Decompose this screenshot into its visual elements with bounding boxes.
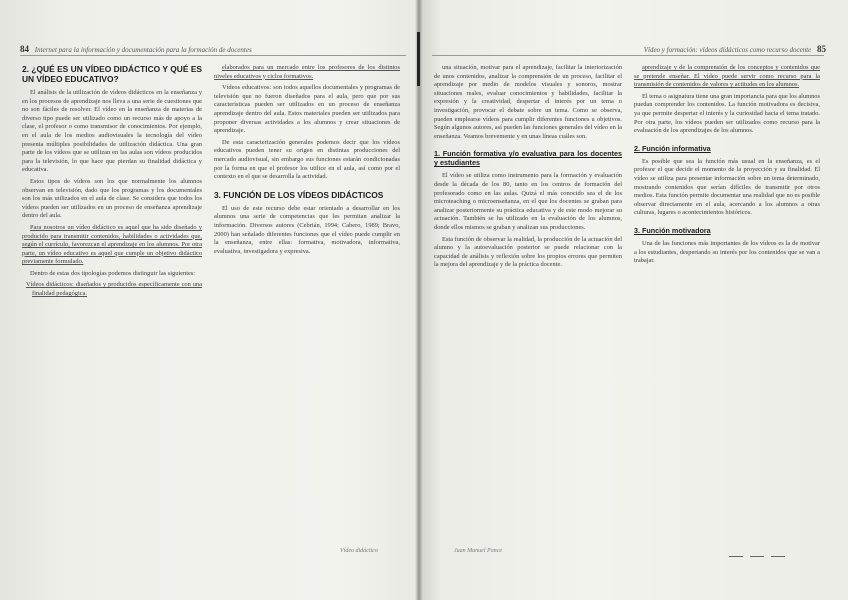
paragraph: El tema o asignatura tiene una gran importancia para que los alumnos puedan comprender los contenidos. La función motivadora es decisiva, ya que permite despertar el interés y la curiosidad hacia el tema tratado. Por otra parte, los vídeos pueden ser utilizados como recurso para la evaluación de los aprendizajes de los alumnos. (634, 92, 820, 135)
section-2-heading: 2. ¿QUÉ ES UN VÍDEO DIDÁCTICO Y QUÉ ES UN VÍDEO EDUCATIVO? (22, 64, 202, 84)
left-page (0, 0, 416, 600)
scan-mark (750, 556, 764, 557)
section-3-heading: 3. FUNCIÓN DE LOS VÍDEOS DIDÁCTICOS (214, 189, 384, 200)
left-page-number: 84 (20, 44, 29, 54)
paragraph: Esta función de observar la realidad, la producción de la actuación del alumno y la autoevaluación posterior se puede relacionar con la capacidad de análisis y reflexión sobre los propios errores que permiten la mejora del aprendizaje y de la práctica docente. (434, 235, 622, 269)
right-running-head (644, 44, 826, 54)
right-page-number: 85 (817, 44, 826, 54)
paragraph: Dentro de estas dos tipologías podemos distinguir las siguientes: (30, 269, 196, 277)
scan-mark (729, 556, 743, 557)
paragraph: Para nosotros un vídeo didáctico es aquel que ha sido diseñado y producido para transmitir contenidos, habilidades o actividades que, según el currículo, favorezcan el aprendizaje en los alumnos. Por otra parte, un vídeo educativo es aquel que cumple un objetivo didáctico previamente formulado. (22, 223, 202, 266)
paragraph: Una de las funciones más importantes de los vídeos es la de motivar a los estudiantes, despertando su interés por los contenidos que se van a trabajar. (634, 239, 820, 265)
right-column-2 (634, 64, 820, 534)
function-3-heading-text: 3. Función motivadora (634, 225, 711, 235)
paragraph: una situación, motivar para el aprendizaje, facilitar la interiorización de unos contenidos, analizar la comprensión de un proceso, facilitar el aprendizaje por medio de modelos visuales y sonoros, mostrar situaciones reales, evaluar conocimientos y habilidades, facilitar la expresión y la creatividad, despertar el interés por un tema o investigación, provocar el debate sobre un tema. Como se observa, pueden emplearse vídeos para cumplir diferentes funciones u objetivos. Según algunos autores, así pueden las funciones generales del vídeo en la enseñanza. Veamos brevemente y en unas líneas cuáles son. (434, 64, 622, 140)
right-page (424, 0, 848, 600)
left-column-2 (214, 64, 400, 544)
paragraph: De esta caracterización generales podemos decir que los vídeos educativos pueden tener su origen en distintas producciones del mercado audiovisual, sin embargo sus funciones estarán condicionadas por la forma en que el profesor los utilice en el aula, así como por el contexto en el que se desarrolla la actividad. (214, 138, 400, 181)
function-1-heading (434, 149, 622, 167)
function-3-heading (634, 226, 820, 235)
right-column-1 (434, 64, 622, 544)
right-footer: Juan Manuel Ponce (454, 548, 502, 554)
right-head-rule (432, 55, 824, 56)
scan-mark (771, 556, 785, 557)
bullet-item: Vídeos didácticos: diseñados y producidos específicamente con una finalidad pedagógica. (26, 281, 202, 298)
book-gutter (415, 0, 423, 600)
paragraph: El análisis de la utilización de vídeos didácticos en la enseñanza y en los procesos de aprendizaje nos lleva a una serie de cuestiones que no son fáciles de resolver. El vídeo en la enseñanza de materias de diverso tipo puede ser utilizado como un recurso más de apoyo a la clase, el profesor o como transmisor de conocimientos. Por ejemplo, en el aula de los medios audiovisuales la tecnología del vídeo presenta múltiples posibilidades de utilización didáctica. Una gran parte de los vídeos que se utilizan en las aulas son vídeos producidos para la televisión, lo que hace que pierdan su finalidad didáctica y educativa. (22, 89, 202, 174)
function-2-heading-text: 2. Función informativa (634, 143, 711, 153)
paragraph: elaborados para un mercado entre los profesores de los distintos niveles educativos y ciclos formativos. (214, 64, 400, 80)
paragraph: El uso de este recurso debe estar orientado a desarrollar en los alumnos una serie de competencias que les permitan analizar la información. Diversos autores (Cebrián, 1994; Cabero, 1989; Bravo, 2000) han señalado diferentes funciones que el vídeo puede cumplir en la enseñanza, entre ellas: formativa, motivadora, informativa, evaluativa, investigadora y expresiva. (214, 204, 400, 255)
gutter-mark (417, 32, 420, 86)
paragraph: Es posible que sea la función más usual en la enseñanza, es el profesor el que decide el momento de la proyección y su finalidad. El vídeo se utiliza para presentar información sobre un tema determinado, mostrando contenidos que serían difíciles de transmitir por otros medios. Esta función permite documentar una realidad que no es posible observar directamente en el aula, acercando a los alumnos a otras culturas, lugares o acontecimientos históricos. (634, 157, 820, 217)
paragraph: El vídeo se utiliza como instrumento para la formación y evaluación desde la década de los 80, tanto en los centros de formación del profesorado como en las aulas. Quizá el más conocido sea el de los microteaching o microenseñanza, en el que los docentes se graban para analizar posteriormente su práctica educativa y de este modo mejorar su actuación. También se ha utilizado en la evaluación de los alumnos, donde ellos mismos se graban y analizan sus producciones. (434, 172, 622, 231)
paragraph: Vídeos educativos: son todos aquellos documentales y programas de televisión que no fueron diseñados para el aula, pero que por sus características pueden ser utilizados en un proceso de enseñanza aprendizaje dentro del aula. Estos materiales pueden ser utilizados para proponer diversas actividades a los alumnos y crear situaciones de aprendizaje. (214, 84, 400, 135)
right-running-head-text: Vídeo y formación: vídeos didácticos como recurso docente (643, 46, 812, 54)
function-1-heading-text: 1. Función formativa y/o evaluativa para los docentes y estudiantes (434, 149, 622, 168)
paragraph: Estos tipos de vídeos son los que normalmente los alumnos observan en televisión, dado que los programas y los documentales son los más utilizados en el aula de clase. Se considera que todos los vídeos pueden ser utilizados en un proceso de enseñanza aprendizaje dentro del aula. (22, 177, 202, 220)
paragraph: aprendizaje y de la comprensión de los conceptos y contenidos que se pretende enseñar. El vídeo puede servir como recurso para la transmisión de contenidos de valores y actitudes en los alumnos. (634, 64, 820, 89)
function-2-heading (634, 144, 820, 153)
left-running-head (20, 44, 252, 54)
left-footer: Vídeo didáctico (340, 548, 378, 554)
left-head-rule (20, 55, 406, 56)
left-running-head-text: Internet para la información y documentación para la formación de docentes (34, 46, 252, 54)
left-column-1 (22, 64, 202, 564)
